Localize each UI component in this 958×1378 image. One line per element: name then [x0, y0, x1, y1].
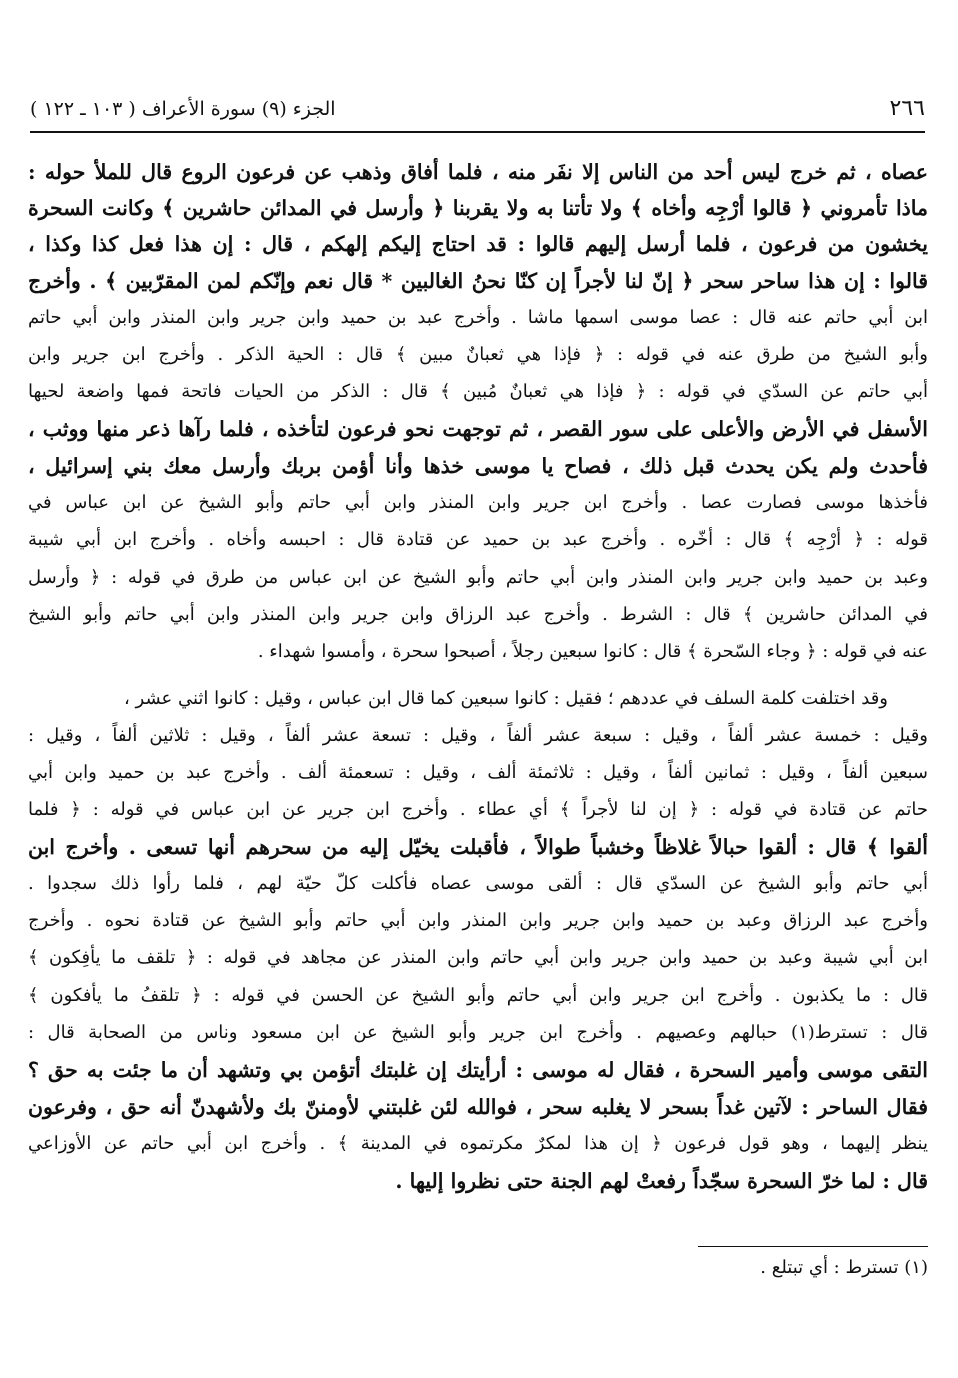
text-line: وعبد بن حميد وابن جرير وابن المنذر وابن أبي حاتم وأبو الشيخ عن ابن عباس من طرق في قوله : ﴿ وأرسل	[28, 567, 928, 588]
text-line: فقال الساحر : لآتين غداً بسحر لا يغلبه سحر ، فوالله لئن غلبتني لأومننّ بك ولأشهدنّ أنه حق ، وفرعون	[28, 1095, 928, 1119]
text-line: سبعين ألفاً ، وقيل : ثمانين ألفاً ، وقيل : ثلاثمئة ألف ، وقيل : تسعمئة ألف . وأخرج عبد بن حميد وابن أبي	[28, 762, 928, 783]
text-line: قوله : ﴿ أرْجِه ﴾ قال : أخّره . وأخرج عبد بن حميد عن قتادة قال : احبسه وأخاه . وأخرج ابن أبي شيبة	[28, 529, 928, 550]
text-line: ابن أبي حاتم عنه قال : عصا موسى اسمها ماشا . وأخرج عبد بن حميد وابن جرير وابن المنذر وابن أبي حاتم	[28, 307, 928, 328]
text-line: ألقوا ﴾ قال : ألقوا حبالاً غلاظاً وخشباً طوالاً ، فأقبلت يخيّل إليه من سحرهم أنها تسعى . وأخرج ابن	[28, 835, 928, 859]
text-line: أبي حاتم عن السدّي في قوله : ﴿ فإذا هي ثعبانٌ مُبين ﴾ قال : الذكر من الحيات فاتحة فمها واضعة لحيها	[28, 381, 928, 402]
text-line: وقيل : خمسة عشر ألفاً ، وقيل : سبعة عشر ألفاً ، وقيل : تسعة عشر ألفاً ، وقيل : ثلاثين ألفاً ، وقيل :	[28, 725, 928, 746]
text-line: قال : لما خرّ السحرة سجّداً رفعتْ لهم الجنة حتى نظروا إليها .	[395, 1169, 928, 1193]
text-line: أبي حاتم وأبو الشيخ عن السدّي قال : ألقى موسى عصاه فأكلت كلّ حيّة لهم ، فلما رأوا ذلك سجدوا .	[28, 873, 928, 894]
text-line: وأبو الشيخ من طرق عنه في قوله : ﴿ فإذا هي ثعبانٌ مبين ﴾ قال : الحية الذكر . وأخرج ابن جرير وابن	[28, 344, 928, 365]
text-line: وأخرج عبد الرزاق وعبد بن حميد وابن جرير وابن المنذر وابن أبي حاتم وأبو الشيخ عن قتادة نحوه . وأخرج	[28, 910, 928, 931]
footnote: (١) تسترط : أي تبتلع .	[760, 1257, 928, 1278]
page-number: ٢٦٦	[889, 96, 925, 121]
text-line: الأسفل في الأرض والأعلى على سور القصر ، ثم توجهت نحو فرعون لتأخذه ، فلما رآها ذعر منها ووثب ،	[28, 417, 928, 441]
text-line: ينظر إليهما ، وهو قول فرعون ﴿ إن هذا لمكرٌ مكرتموه في المدينة ﴾ . وأخرج ابن أبي حاتم عن الأوزاعي	[28, 1133, 928, 1154]
text-line: فأخذها موسى فصارت عصا . وأخرج ابن جرير وابن المنذر وابن أبي حاتم وأبو الشيخ عن ابن عباس في	[28, 492, 928, 513]
text-line: يخشون من فرعون ، فلما أرسل إليهم قالوا : قد احتاج إليكم إلهكم ، قال : إن هذا فعل كذا وكذا ،	[28, 232, 928, 256]
running-title: الجزء (٩) سورة الأعراف ( ١٠٣ ـ ١٢٢ )	[30, 98, 336, 120]
text-line: عنه في قوله : ﴿ وجاء السّحرة ﴾ قال : كانوا سبعين رجلاً ، أصبحوا سحرة ، وأمسوا شهداء .	[257, 641, 928, 662]
text-line: قال : تسترط(١) حبالهم وعصيهم . وأخرج ابن جرير وأبو الشيخ عن ابن مسعود وناس من الصحابة قال :	[28, 1022, 928, 1043]
page-header	[30, 96, 925, 126]
header-rule	[30, 131, 925, 133]
text-line: التقى موسى وأمير السحرة ، فقال له موسى : أرأيتك إن غلبتك أتؤمن بي وتشهد أن ما جئت به حق ؟	[28, 1058, 928, 1082]
text-line: عصاه ، ثم خرج ليس أحد من الناس إلا نفَر منه ، فلما أفاق وذهب عن فرعون الروع قال للملأ حوله :	[28, 160, 928, 184]
text-line: ابن أبي شيبة وعبد بن حميد وابن جرير وابن أبي حاتم وابن المنذر عن مجاهد في قوله : ﴿ تلقف ما يأفِكون ﴾	[28, 947, 928, 968]
text-line: فأحدث ولم يكن يحدث قبل ذلك ، فصاح يا موسى خذها وأنا أؤمن بربك وأرسل معك بني إسرائيل ،	[28, 454, 928, 478]
text-line: في المدائن حاشرين ﴾ قال : الشرط . وأخرج عبد الرزاق وابن جرير وابن المنذر وابن أبي حاتم وأبو الشيخ	[28, 604, 928, 625]
text-line: ماذا تأمروني ﴿ قالوا أرْجِه وأخاه ﴾ ولا تأتنا به ولا يقربنا ﴿ وأرسل في المدائن حاشرين ﴾ وكانت السحرة	[28, 196, 928, 220]
text-line: قالوا : إن هذا ساحر سحر ﴿ إنّ لنا لأجراً إن كنّا نحنُ الغالبين * قال نعم وإنّكم لمن المقرّبين ﴾ . وأخرج	[28, 269, 928, 293]
text-line: حاتم عن قتادة في قوله : ﴿ إن لنا لأجراً ﴾ أي عطاء . وأخرج ابن جرير عن ابن عباس في قوله : ﴿ فلما	[28, 799, 928, 820]
text-line: وقد اختلفت كلمة السلف في عددهم ؛ فقيل : كانوا سبعين كما قال ابن عباس ، وقيل : كانوا اثني عشر ،	[123, 688, 888, 709]
text-line: قال : ما يكذبون . وأخرج ابن جرير وابن أبي حاتم وأبو الشيخ عن الحسن في قوله : ﴿ تلقفُ ما يأفكون ﴾	[28, 985, 928, 1006]
footnote-rule	[698, 1246, 928, 1247]
